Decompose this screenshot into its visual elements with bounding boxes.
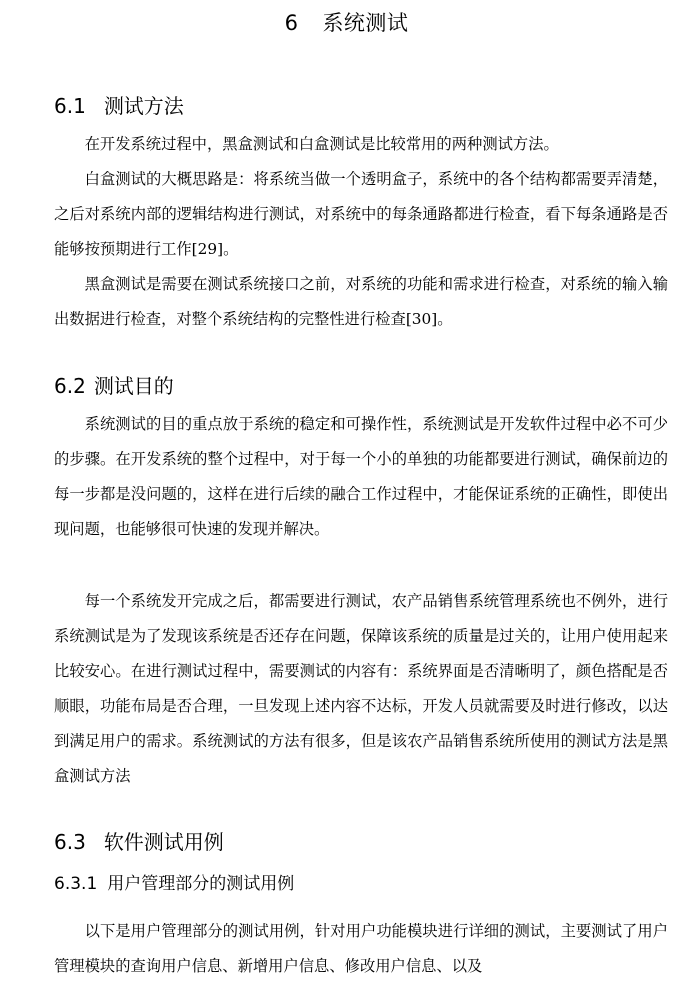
section-heading-6-2: [54, 372, 174, 400]
section-title: 测试目的: [93, 374, 174, 398]
section-heading-6-1: [54, 92, 184, 120]
paragraph-white-box: 白盒测试的大概思路是：将系统当做一个透明盒子，系统中的各个结构都需要弄清楚，之后对系统内部的逻辑结构进行测试，对系统中的每条通路都进行检查，看下每条通路是否能够按预期进行工作[29]。: [54, 170, 668, 258]
paragraph-methods-intro: 在开发系统过程中，黑盒测试和白盒测试是比较常用的两种测试方法。: [84, 135, 559, 153]
section-number: 6.1: [54, 94, 86, 118]
chapter-number: 6: [284, 11, 299, 35]
section-number: 6.2: [54, 374, 86, 398]
paragraph-purpose-1: 系统测试的目的重点放于系统的稳定和可操作性，系统测试是开发软件过程中必不可少的步骤。在开发系统的整个过程中，对于每一个小的单独的功能都要进行测试，确保前边的每一步都是没问题的，这样在进行后续的融合工作过程中，才能保证系统的正确性，即使出现问题，也能够很可快速的发现并解决。: [54, 415, 668, 538]
section-title: 软件测试用例: [103, 830, 224, 854]
section-number: 6.3: [54, 830, 86, 854]
paragraph-black-box: 黑盒测试是需要在测试系统接口之前，对系统的功能和需求进行检查，对系统的输入输出数据进行检查，对整个系统结构的完整性进行检查[30]。: [54, 275, 668, 328]
chapter-title: [0, 8, 693, 38]
subsection-heading-6-3-1: [54, 872, 294, 896]
subsection-title: 用户管理部分的测试用例: [107, 874, 295, 894]
chapter-title-text: 系统测试: [322, 11, 409, 35]
section-heading-6-3: [54, 828, 224, 856]
section-title: 测试方法: [103, 94, 184, 118]
paragraph-user-test-cases: 以下是用户管理部分的测试用例，针对用户功能模块进行详细的测试，主要测试了用户管理模块的查询用户信息、新增用户信息、修改用户信息、以及: [54, 922, 668, 975]
paragraph-purpose-2: 每一个系统发开完成之后，都需要进行测试，农产品销售系统管理系统也不例外，进行系统测试是为了发现该系统是否还存在问题，保障该系统的质量是过关的，让用户使用起来比较安心。在进行测试过程中，需要测试的内容有：系统界面是否清晰明了，颜色搭配是否顺眼，功能布局是否合理，一旦发现上述内容不达标，开发人员就需要及时进行修改，以达到满足用户的需求。系统测试的方法有很多，但是该农产品销售系统所使用的测试方法是黑盒测试方法: [54, 592, 668, 785]
subsection-number: 6.3.1: [54, 874, 98, 894]
